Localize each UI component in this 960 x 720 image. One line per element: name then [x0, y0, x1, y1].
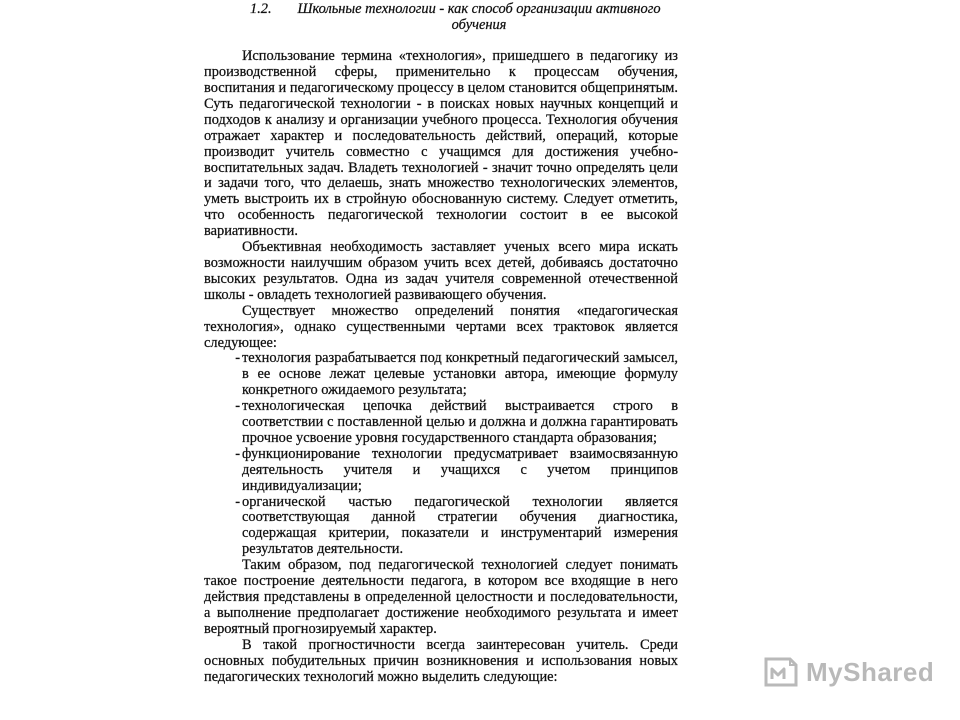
list-item [204, 351, 678, 399]
watermark [760, 655, 934, 689]
definition-list [204, 351, 678, 558]
list-item-text: функционирование технологии предусматривает взаимосвязанную деятельность учителя и учащихся с учетом принципов индивидуализации; [242, 445, 678, 494]
paragraph: Таким образом, под педагогической технологией следует понимать такое построение деятельности педагога, в котором все входящие в него действия представлены в определенной целостности и последовательности, а выполнение предполагает достижение необходимого результата и имеет вероятный прогнозируемый характер. [204, 557, 678, 637]
section-number: 1.2. [250, 1, 272, 17]
list-item [204, 495, 678, 559]
list-dash: - [235, 493, 240, 510]
myshared-logo-icon [760, 655, 800, 689]
paragraph: Объективная необходимость заставляет ученых всего мира искать возможности наилучшим образом учить всех детей, добиваясь достаточно высоких результатов. Одна из задач учителя современной отечественной школы - овладеть технологией развивающего обучения. [204, 239, 678, 303]
list-dash: - [235, 445, 240, 462]
list-item [204, 447, 678, 495]
paragraph: В такой прогностичности всегда заинтересован учитель. Среди основных побудительных причин возникновения и использования новых педагогических технологий можно выделить следующие: [204, 636, 678, 685]
paragraph: Существует множество определений понятия «педагогическая технология», однако существенными чертами всех трактовок является следующее: [204, 302, 678, 351]
document-body [204, 2, 678, 685]
list-dash: - [235, 398, 240, 415]
section-title: Школьные технологии - как способ организации активного обучения [297, 1, 661, 33]
watermark-text: MyShared [806, 656, 935, 687]
paragraph: Использование термина «технология», пришедшего в педагогику из производственной сферы, применительно к процессам обучения, воспитания и педагогическому процессу в целом становится общепринятым. Суть педагогической технологии - в поисках новых научных концепций и подходов к анализу и организации учебного процесса. Технология обучения отражает характер и последовательность действий, операций, которые производит учитель совместно с учащимся для достижения учебно-воспитательных задач. Владеть технологией - значит точно определять цели и задачи того, что делаешь, знать множество технологических элементов, уметь выстроить их в стройную обоснованную систему. Следует отметить, что особенность педагогической технологии состоит в ее высокой вариативности. [204, 48, 678, 240]
list-item-text: органической частью педагогической технологии является соответствующая данной стратегии обучения диагностика, содержащая критерии, показатели и инструментарий измерения результатов деятельности. [242, 493, 678, 558]
list-item [204, 399, 678, 447]
list-item-text: технологическая цепочка действий выстраивается строго в соответствии с поставленной целью и должна и должна гарантировать прочное усвоение уровня государственного стандарта образования; [242, 398, 678, 446]
section-heading [204, 2, 678, 33]
list-item-text: технология разрабатывается под конкретный педагогический замысел, в ее основе лежат целевые установки автора, имеющие формулу конкретного ожидаемого результата; [242, 350, 678, 399]
list-dash: - [235, 350, 240, 367]
